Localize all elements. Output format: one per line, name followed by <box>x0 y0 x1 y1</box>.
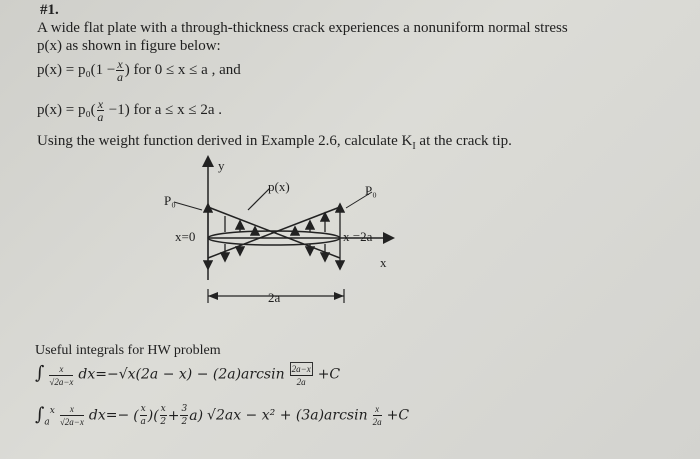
figure-p0-right: P₀ <box>365 183 377 198</box>
integral-1: ∫ $\frac{x}{√2a-x}$ dx=−√x(2a − x) − (2a)arcsin $\frac{2a-x}{2a}$ +C <box>35 362 341 387</box>
problem-line1: A wide flat plate with a through-thickness crack experiences a nonuniform normal stress <box>37 20 568 36</box>
figure-dim-label: 2a <box>268 290 281 305</box>
figure-y-label: y <box>218 158 225 173</box>
problem-line3: Using the weight function derived in Example 2.6, calculate $K_I$ at the crack tip. <box>37 133 512 152</box>
problem-number: #1. <box>40 2 59 18</box>
figure-px-label: p(x) <box>268 179 290 194</box>
figure-x-label: x <box>380 255 387 270</box>
figure-p0-left: P₀ <box>164 193 176 208</box>
figure-x0-label: x=0 <box>175 229 196 244</box>
equation-2: p(x) = p₀( $\frac{x}{a}$ −1) for a ≤ x ≤ 2a . <box>37 97 222 124</box>
integral-2: $\int_a^x$ $\frac{x}{√2a-x}$ dx=− ( $\frac{x}{a}$ )( $\frac{x}{2}$ + $\frac{3}{2}$ a) √2ax − x² + (3a)arcsin $\frac{x}{2a}$ +C <box>35 403 410 428</box>
figure-x2a-label: x =2a <box>343 229 373 244</box>
equation-1: p(x) = p₀(1 − $\frac{x}{a}$ ) for 0 ≤ x ≤ a , and <box>37 57 241 84</box>
integrals-heading: Useful integrals for HW problem <box>35 343 221 358</box>
problem-line2: p(x) as shown in figure below: <box>37 38 221 54</box>
